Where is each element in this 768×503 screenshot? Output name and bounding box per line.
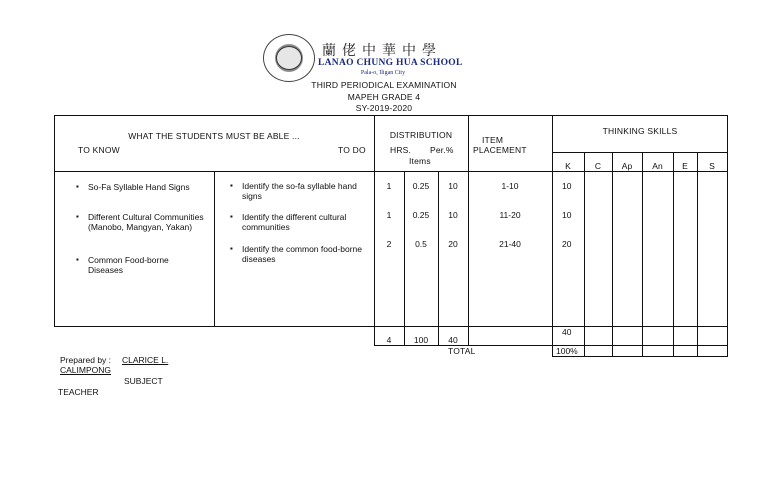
bullet-icon: ▪ xyxy=(230,212,233,221)
total-items: 40 xyxy=(448,335,458,345)
items-header: Items xyxy=(409,156,431,166)
row3-percent: 0.5 xyxy=(415,239,427,249)
row1-placement: 1-10 xyxy=(501,181,519,191)
row1-items: 10 xyxy=(448,181,458,191)
row1-hrs: 1 xyxy=(386,181,392,191)
skill-e-header: E xyxy=(682,161,688,171)
row3-items: 20 xyxy=(448,239,458,249)
know-item-1: ▪ So-Fa Syllable Hand Signs xyxy=(76,182,190,192)
teacher-role-1: SUBJECT xyxy=(124,376,163,386)
row2-items: 10 xyxy=(448,210,458,220)
to-know-header: TO KNOW xyxy=(78,145,120,155)
row2-percent: 0.25 xyxy=(412,210,430,220)
row3-k: 20 xyxy=(562,239,572,249)
what-students-header: WHAT THE STUDENTS MUST BE ABLE ... xyxy=(128,131,300,141)
total-hrs: 4 xyxy=(386,335,392,345)
bullet-icon: ▪ xyxy=(230,244,233,253)
skill-an-header: An xyxy=(652,161,663,171)
row3-placement: 21-40 xyxy=(499,239,521,249)
row2-hrs: 1 xyxy=(386,210,392,220)
do-item-3: ▪ Identify the common food-borne diseases xyxy=(230,244,363,264)
row3-hrs: 2 xyxy=(386,239,392,249)
skill-k-header: K xyxy=(565,161,571,171)
school-name: LANAO CHUNG HUA SCHOOL xyxy=(318,58,463,68)
do-item-1: ▪ Identify the so-fa syllable hand signs xyxy=(230,181,357,201)
to-do-header: TO DO xyxy=(338,145,366,155)
school-chinese-name: 蘭佬中華中學 xyxy=(322,43,442,59)
total-percent: 100 xyxy=(413,335,429,345)
thinking-skills-header: THINKING SKILLS xyxy=(602,126,678,136)
bullet-icon: ▪ xyxy=(76,212,79,221)
total-label: TOTAL xyxy=(448,346,476,356)
teacher-role-2: TEACHER xyxy=(58,387,99,397)
percent-header: Per.% xyxy=(430,145,454,155)
bullet-icon: ▪ xyxy=(76,255,79,264)
prepared-by-label: Prepared by : xyxy=(60,355,112,365)
exam-title: THIRD PERIODICAL EXAMINATION xyxy=(311,80,457,90)
school-location: Pala-o, Iligan City xyxy=(360,70,406,76)
row1-k: 10 xyxy=(562,181,572,191)
school-year: SY-2019-2020 xyxy=(355,103,413,113)
total-k: 40 xyxy=(562,327,572,337)
total-percent-k: 100% xyxy=(556,346,578,356)
know-item-2: ▪ Different Cultural Communities (Manobo, Mangyan, Yakan) xyxy=(76,212,204,232)
item-placement-header-1: ITEM xyxy=(482,135,504,145)
hrs-header: HRS. xyxy=(390,145,412,155)
school-seal-emblem xyxy=(276,46,302,70)
subject-title: MAPEH GRADE 4 xyxy=(347,92,421,102)
know-item-3: ▪ Common Food-borne Diseases xyxy=(76,255,169,275)
item-placement-header-2: PLACEMENT xyxy=(473,145,527,155)
skill-c-header: C xyxy=(594,161,602,171)
bullet-icon: ▪ xyxy=(230,181,233,190)
skill-s-header: S xyxy=(709,161,715,171)
teacher-name: CLARICE L. CALIMPONG xyxy=(60,355,169,375)
do-item-2: ▪ Identify the different cultural communities xyxy=(230,212,347,232)
distribution-header: DISTRIBUTION xyxy=(389,130,453,140)
row2-k: 10 xyxy=(562,210,572,220)
row1-percent: 0.25 xyxy=(412,181,430,191)
row2-placement: 11-20 xyxy=(499,210,521,220)
bullet-icon: ▪ xyxy=(76,182,79,191)
skill-ap-header: Ap xyxy=(621,161,633,171)
